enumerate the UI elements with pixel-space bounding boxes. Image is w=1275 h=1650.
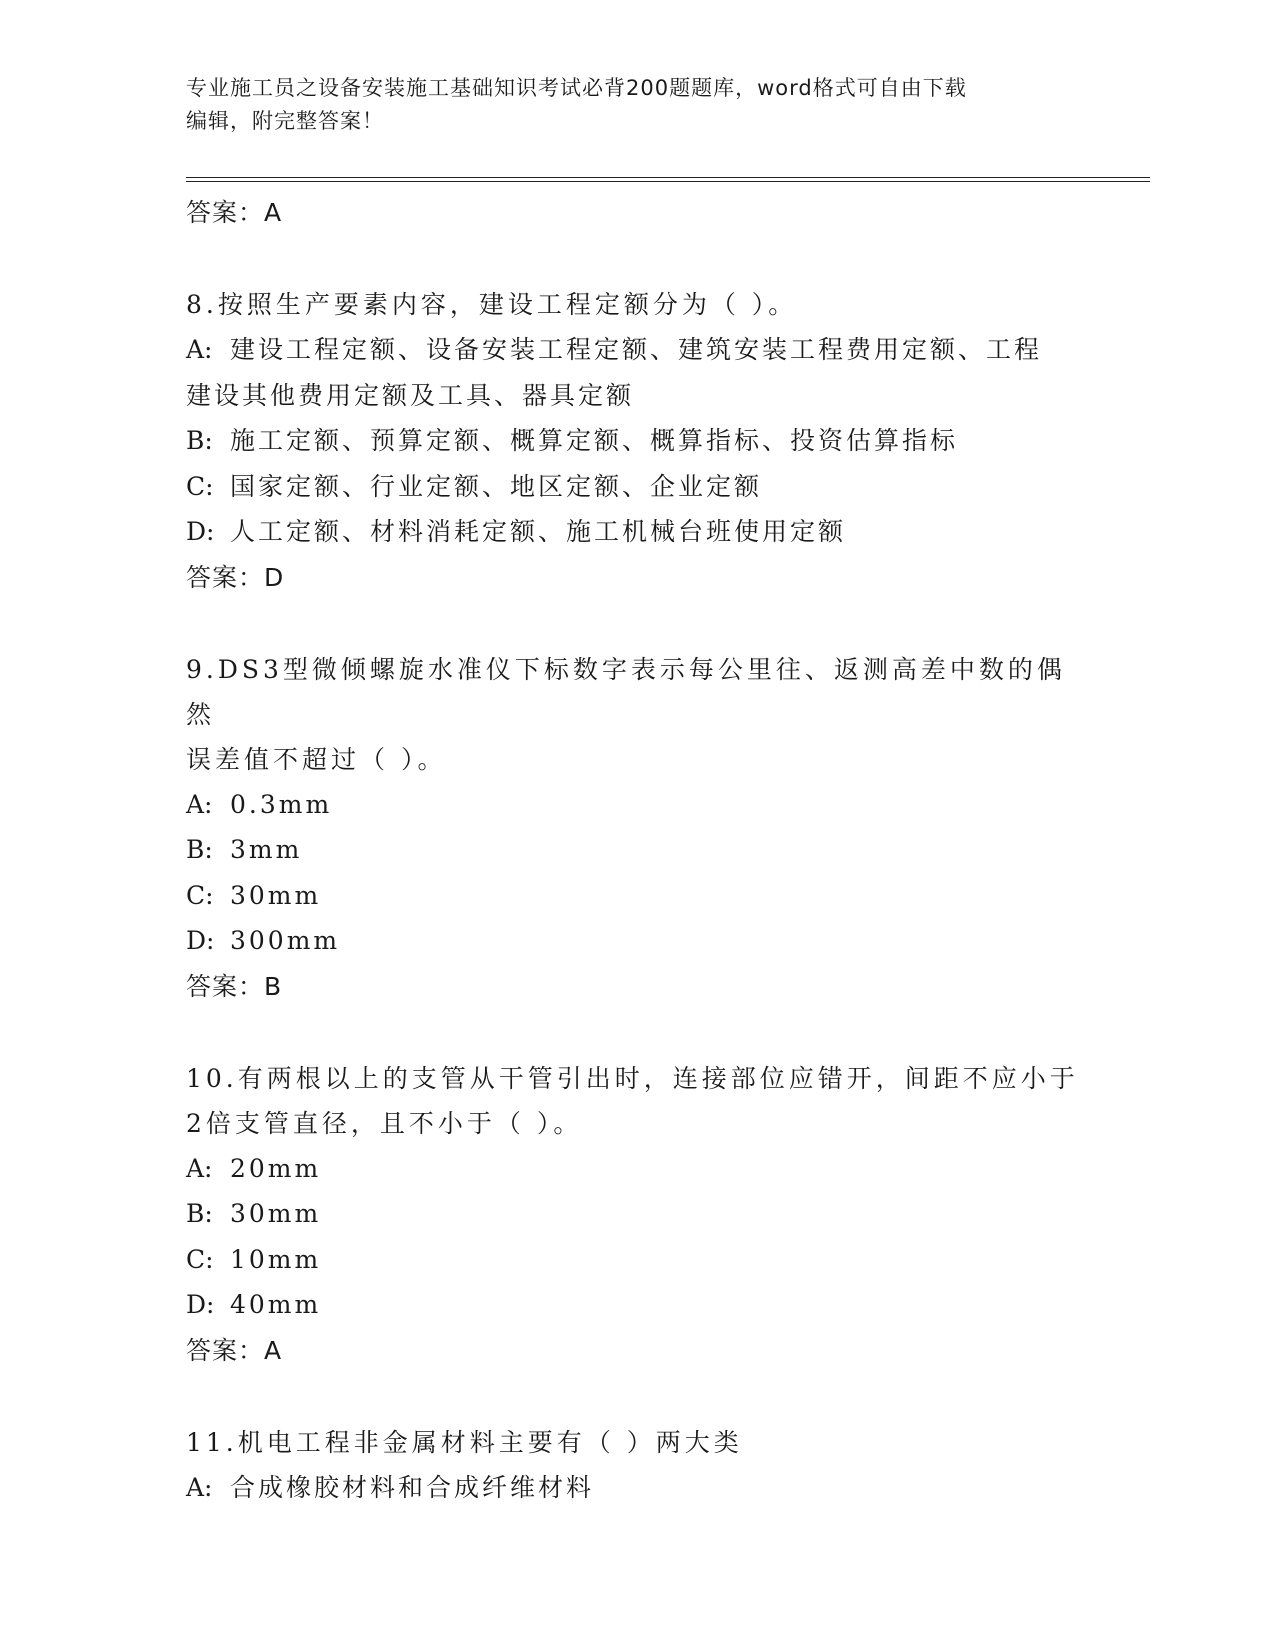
option-text: 30mm	[230, 1199, 322, 1228]
option-label: A:	[186, 789, 213, 819]
option-label: D:	[186, 1290, 215, 1319]
option-item	[186, 418, 1086, 464]
option-text: 20mm	[230, 1153, 322, 1183]
option-text: 40mm	[230, 1290, 322, 1319]
option-text: 国家定额、行业定额、地区定额、企业定额	[230, 471, 763, 501]
option-item	[186, 1465, 1086, 1511]
option-label: C:	[186, 880, 214, 910]
option-item	[186, 827, 1086, 873]
option-label: A:	[186, 1153, 213, 1183]
option-text: 合成橡胶材料和合成纤维材料	[230, 1472, 595, 1502]
option-text: 300mm	[230, 926, 341, 955]
option-item	[186, 1191, 1086, 1237]
option-item	[186, 1237, 1086, 1283]
option-item	[186, 782, 1086, 828]
option-item	[186, 873, 1086, 919]
answer-line: 答案：D	[186, 562, 285, 592]
option-item	[186, 918, 1086, 964]
option-item	[186, 327, 1086, 373]
option-label: A:	[186, 335, 213, 364]
question-text: 11.机电工程非金属材料主要有（ ）两大类	[186, 1427, 743, 1457]
option-item	[186, 464, 1086, 510]
option-text: 0.3mm	[230, 789, 333, 819]
option-text: 30mm	[230, 880, 322, 910]
answer-line: 答案：A	[186, 1335, 283, 1365]
question-block	[186, 282, 1086, 601]
option-label: A:	[186, 1472, 213, 1502]
option-text: 10mm	[230, 1244, 322, 1274]
question-block	[186, 647, 1086, 1010]
option-label: C:	[186, 1244, 214, 1274]
option-text: 建设其他费用定额及工具、器具定额	[186, 380, 635, 410]
question-block	[186, 1056, 1086, 1374]
option-label: D:	[186, 926, 215, 955]
question-text: 9.DS3型微倾螺旋水准仪下标数字表示每公里往、返测高差中数的偶然	[186, 654, 1066, 729]
question-list	[186, 190, 1086, 1510]
question-text: 8.按照生产要素内容，建设工程定额分为（ ）。	[186, 290, 798, 319]
option-item	[186, 1282, 1086, 1328]
header-divider	[186, 177, 1150, 182]
option-text: 3mm	[230, 835, 303, 864]
option-label: C:	[186, 471, 214, 501]
option-label: B:	[186, 1199, 213, 1228]
answer-line: 答案：A	[186, 198, 283, 227]
header-line-1: 专业施工员之设备安装施工基础知识考试必背200题题库，word格式可自由下载	[186, 76, 967, 100]
option-item	[186, 373, 1086, 419]
question-text: 2倍支管直径，且不小于（ ）。	[186, 1108, 583, 1138]
document-header	[186, 72, 1086, 138]
option-text: 建设工程定额、设备安装工程定额、建筑安装工程费用定额、工程	[230, 335, 1043, 364]
option-text: 施工定额、预算定额、概算定额、概算指标、投资估算指标	[230, 426, 959, 455]
answer-line: 答案：B	[186, 971, 283, 1001]
header-line-2: 编辑，附完整答案！	[186, 109, 384, 133]
question-block	[186, 1420, 1086, 1511]
option-label: B:	[186, 426, 213, 455]
question-text: 10.有两根以上的支管从干管引出时，连接部位应错开，间距不应小于	[186, 1063, 1079, 1093]
option-label: D:	[186, 517, 215, 546]
option-item	[186, 1146, 1086, 1192]
option-label: B:	[186, 835, 213, 864]
option-item	[186, 509, 1086, 555]
option-text: 人工定额、材料消耗定额、施工机械台班使用定额	[230, 517, 847, 546]
question-text: 误差值不超过（ ）。	[186, 744, 447, 774]
